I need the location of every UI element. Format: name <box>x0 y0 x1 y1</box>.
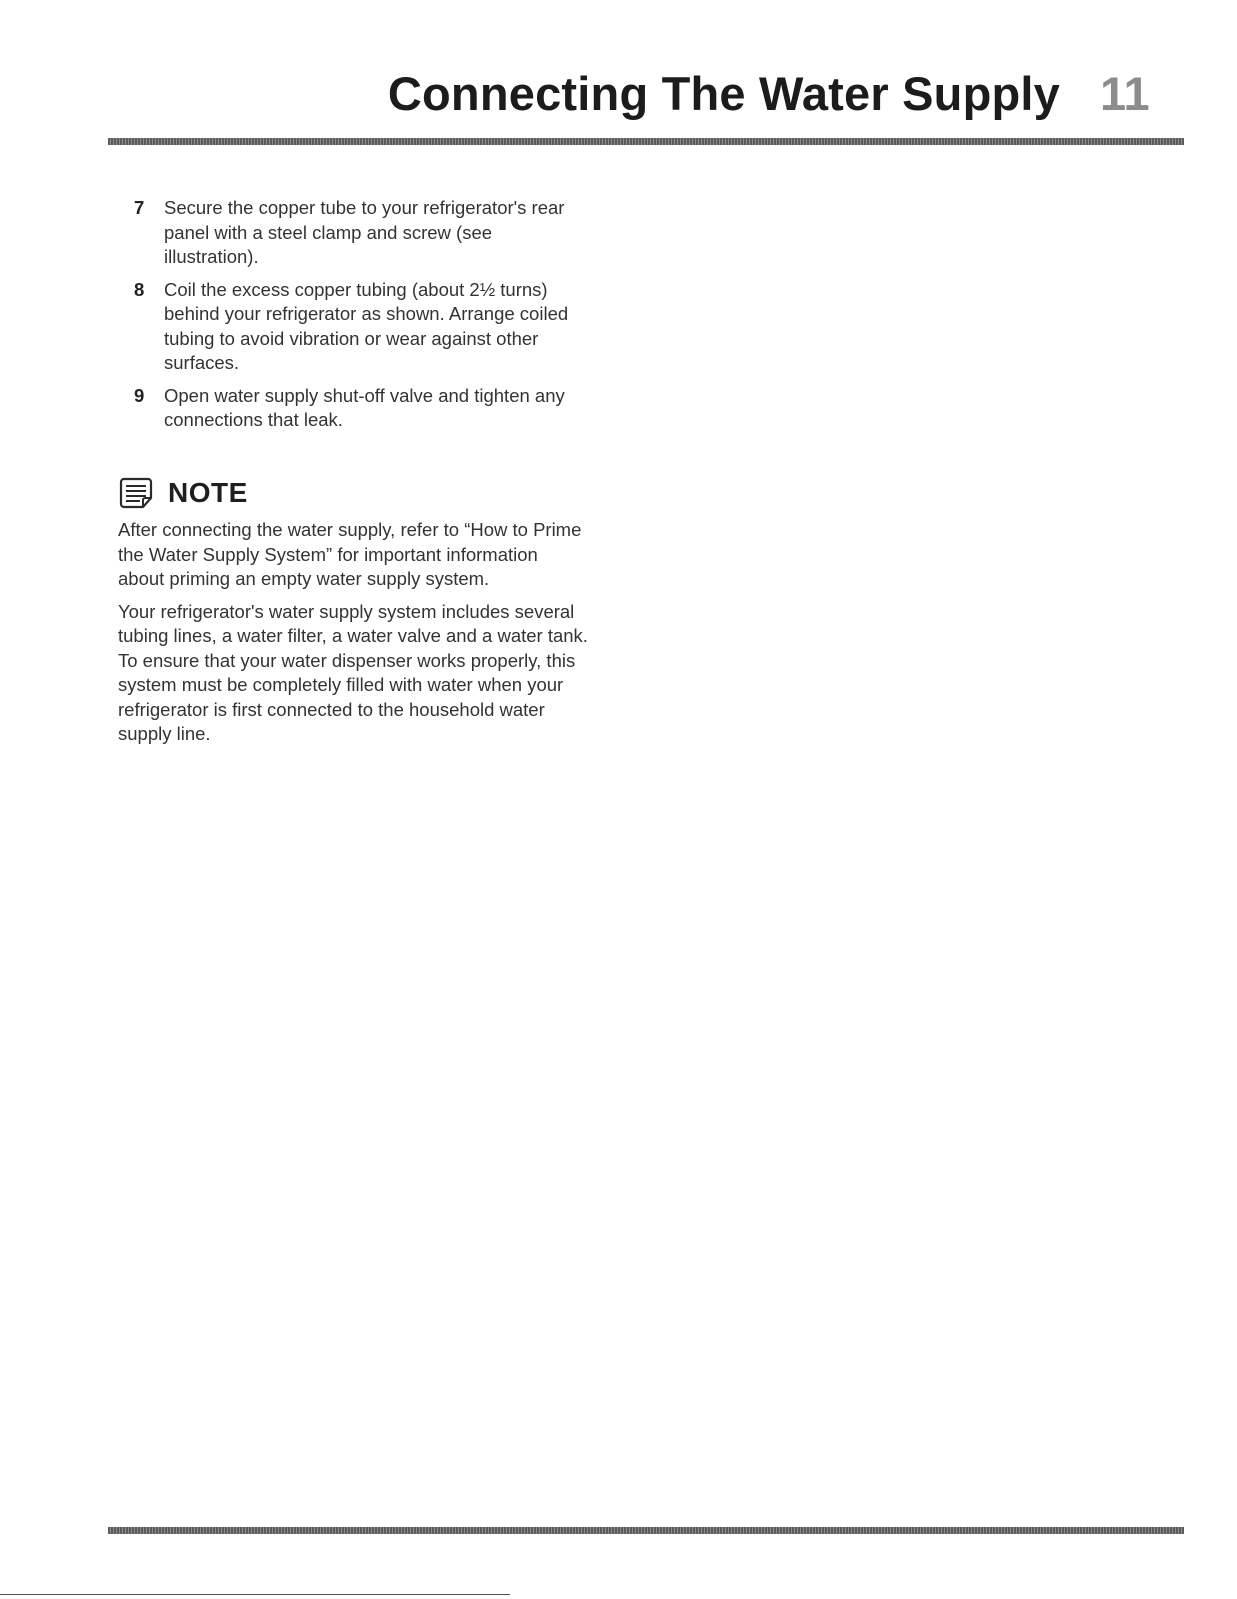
step-text: Coil the excess copper tubing (about 2½ turns) behind your refrigerator as shown. Arrange coiled tubing to avoid vibration or wear against other surfaces. <box>164 278 569 373</box>
note-header <box>118 473 248 513</box>
bottom-divider <box>108 1527 1184 1534</box>
step-item <box>128 384 588 433</box>
page-title: Connecting The Water Supply <box>387 67 1060 120</box>
step-text: Open water supply shut-off valve and tighten any connections that leak. <box>164 384 565 430</box>
step-number: 7 <box>134 197 145 218</box>
page-header <box>0 0 1237 150</box>
step-item <box>128 196 588 270</box>
step-text: Secure the copper tube to your refrigerator's rear panel with a steel clamp and screw (see illustration). <box>164 197 565 267</box>
note-label: NOTE <box>168 477 248 508</box>
footer-line <box>0 1594 510 1595</box>
note-paragraph: Your refrigerator's water supply system includes several tubing lines, a water filter, a water valve and a water tank. To ensure that your water dispenser works properly, this system must be completely filled with water when your refrigerator is first connected to the household water supply line. <box>118 600 588 744</box>
step-number: 9 <box>134 384 145 406</box>
instruction-steps <box>128 196 588 441</box>
page-number: 11 <box>1100 67 1150 120</box>
top-divider <box>108 138 1184 145</box>
note-icon <box>118 476 154 510</box>
step-number: 8 <box>134 278 145 300</box>
step-item <box>128 278 588 376</box>
note-body <box>118 518 588 755</box>
note-paragraph: After connecting the water supply, refer to “How to Prime the Water Supply System” for important information about priming an empty water supply system. <box>118 519 582 589</box>
